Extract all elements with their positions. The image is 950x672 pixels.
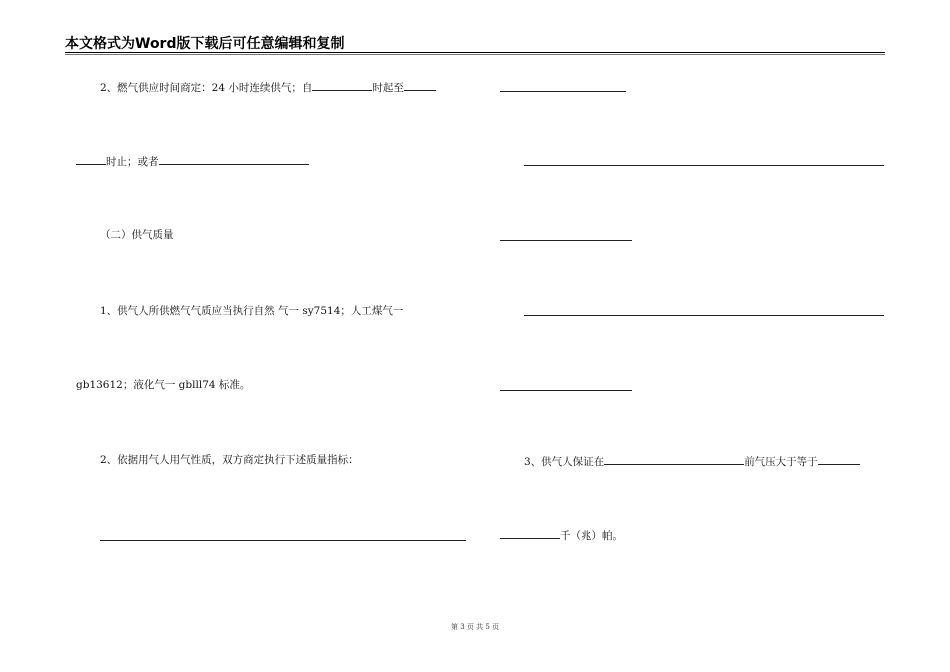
start-time-blank xyxy=(312,79,372,91)
quality-index-text: 2、依据用气人用气性质，双方商定执行下述质量指标： xyxy=(100,454,359,466)
end-time-blank xyxy=(404,79,436,91)
right-blank-2 xyxy=(524,165,884,166)
quality-standard-cont-text: gb13612；液化气一 gblll74 标准。 xyxy=(76,379,251,391)
alternative-blank xyxy=(159,153,309,165)
location-blank xyxy=(604,453,744,465)
header-rule xyxy=(65,52,885,53)
quality-standard-line xyxy=(100,304,403,318)
right-blank-4 xyxy=(524,315,884,316)
pressure-guarantee-line xyxy=(524,453,860,469)
quality-standard-text: 1、供气人所供燃气气质应当执行自然 气一 sy7514；人工煤气一 xyxy=(100,305,404,317)
pressure-unit-line xyxy=(500,527,623,543)
pressure-value-blank-2 xyxy=(500,527,560,539)
quality-standard-cont-line xyxy=(76,378,250,392)
section-gas-quality-text: （二）供气质量 xyxy=(100,229,174,241)
page-header-title: 本文格式为Word版下载后可任意编辑和复制 xyxy=(65,36,345,52)
supply-time-cont-text: 时止；或者 xyxy=(106,156,159,168)
pressure-unit-text: 千（兆）帕。 xyxy=(560,530,623,542)
supply-time-cont-line xyxy=(76,153,309,169)
end-time-blank-2 xyxy=(76,153,106,165)
right-blank-5 xyxy=(500,390,632,391)
pressure-guarantee-mid: 前气压大于等于 xyxy=(744,456,818,468)
quality-index-line xyxy=(100,453,359,467)
supply-time-mid: 时起至 xyxy=(372,82,404,94)
page-footer: 第 3 页 共 5 页 xyxy=(450,623,500,631)
quality-index-blank xyxy=(100,540,466,541)
pressure-guarantee-text: 3、供气人保证在 xyxy=(524,456,605,468)
section-gas-quality-heading xyxy=(100,228,174,242)
right-blank-3 xyxy=(500,240,632,241)
supply-time-text: 2、燃气供应时间商定：24 小时连续供气；自 xyxy=(100,82,313,94)
right-blank-1 xyxy=(500,91,626,92)
pressure-value-blank xyxy=(818,453,860,465)
supply-time-line xyxy=(100,79,436,95)
header-rule-secondary xyxy=(65,54,885,55)
